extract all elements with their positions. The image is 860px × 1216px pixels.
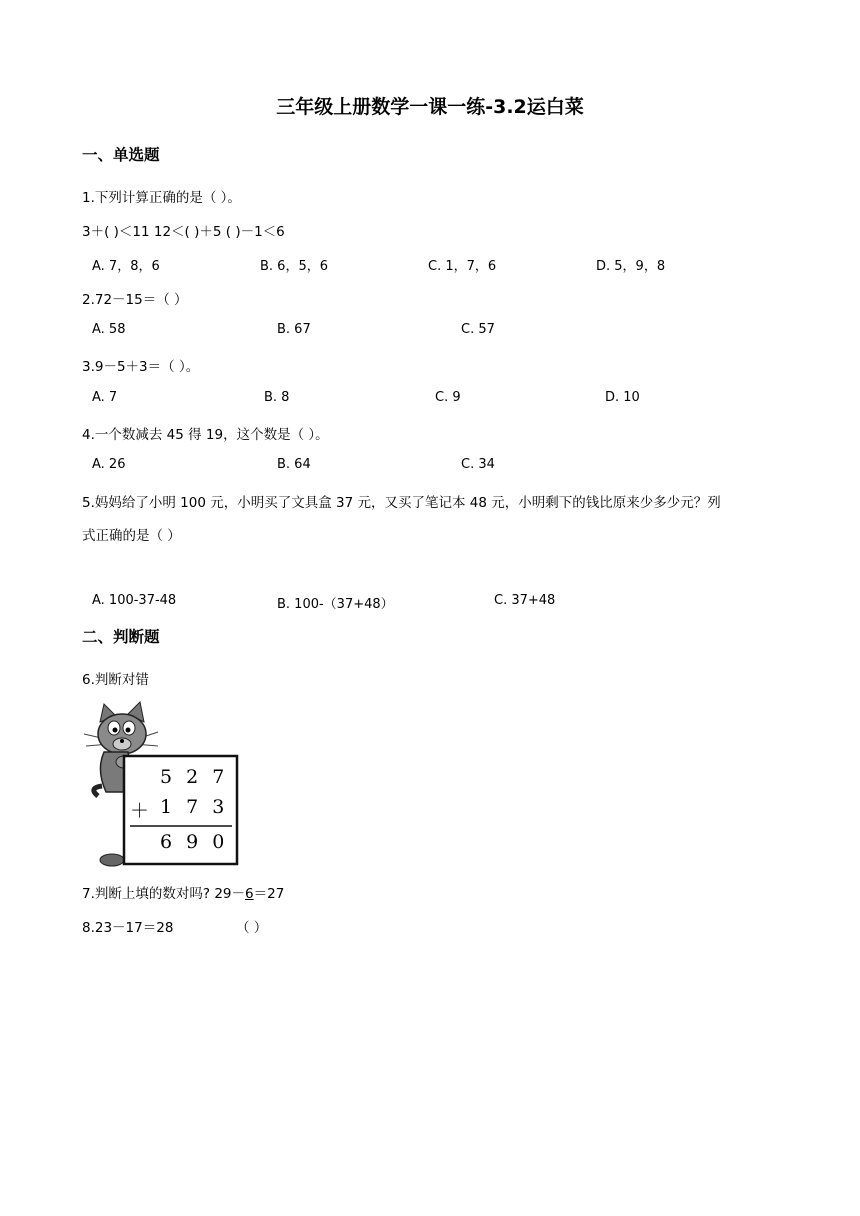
question-8-answer-parens[interactable]: （ ）: [236, 920, 268, 936]
digit: 2: [186, 766, 213, 788]
digit: 7: [186, 796, 213, 818]
digit: 9: [186, 831, 213, 853]
question-4-stem: 4.一个数减去 45 得 19，这个数是（ ）。: [82, 427, 329, 443]
question-1-option-b[interactable]: B. 6，5，6: [260, 259, 328, 274]
question-3-option-b[interactable]: B. 8: [264, 390, 290, 405]
question-3-option-c[interactable]: C. 9: [435, 390, 461, 405]
digit: 6: [160, 831, 187, 853]
digit: 0: [212, 831, 239, 853]
question-8-stem: 8.23－17＝28: [82, 920, 174, 936]
digit: 5: [160, 766, 187, 788]
question-7-tail: ＝27: [253, 886, 285, 902]
question-4-option-a[interactable]: A. 26: [92, 457, 126, 472]
digit: 3: [212, 796, 239, 818]
question-7-stem: 7.判断上填的数对吗? 29－: [82, 886, 246, 902]
question-1-expression: 3＋( )＜11 12＜( )＋5 ( )－1＜6: [82, 224, 285, 240]
addend-top-row: [160, 766, 238, 788]
question-3-option-a[interactable]: A. 7: [92, 390, 118, 405]
question-1-option-d[interactable]: D. 5，9，8: [596, 259, 666, 274]
question-5-option-b[interactable]: B. 100-（37+48）: [277, 597, 394, 612]
question-2-stem: 2.72－15＝（ ）: [82, 292, 188, 308]
plus-operator: ＋: [130, 800, 150, 822]
question-6-stem: 6.判断对错: [82, 672, 149, 688]
section-heading-single-choice: 一、单选题: [82, 146, 160, 164]
question-5-option-c[interactable]: C. 37+48: [494, 593, 556, 608]
sum-row: [160, 831, 238, 853]
question-1-stem: 1.下列计算正确的是（ ）。: [82, 190, 241, 206]
question-2-option-a[interactable]: A. 58: [92, 322, 126, 337]
question-4-option-c[interactable]: C. 34: [461, 457, 495, 472]
question-5-stem-line-1: 5.妈妈给了小明 100 元，小明买了文具盒 37 元，又买了笔记本 48 元，小明剩下的钱比原来少多少元？列: [82, 495, 721, 511]
question-2-option-c[interactable]: C. 57: [461, 322, 495, 337]
question-5-stem-line-2: 式正确的是（ ）: [82, 528, 181, 544]
section-heading-true-false: 二、判断题: [82, 628, 160, 646]
question-4-option-b[interactable]: B. 64: [277, 457, 311, 472]
cat-addition-figure: [82, 700, 242, 868]
addend-bottom-row: [160, 796, 238, 818]
question-1-option-c[interactable]: C. 1，7，6: [428, 259, 497, 274]
question-2-option-b[interactable]: B. 67: [277, 322, 311, 337]
question-1-option-a[interactable]: A. 7，8，6: [92, 259, 160, 274]
question-7-blank: 6: [245, 886, 254, 902]
page-title: 三年级上册数学一课一练-3.2运白菜: [276, 96, 584, 118]
question-3-option-d[interactable]: D. 10: [605, 390, 640, 405]
digit: 1: [160, 796, 187, 818]
digit: 7: [212, 766, 239, 788]
question-5-option-a[interactable]: A. 100-37-48: [92, 593, 177, 608]
question-3-stem: 3.9－5＋3＝（ ）。: [82, 359, 200, 375]
question-7: [82, 882, 284, 902]
